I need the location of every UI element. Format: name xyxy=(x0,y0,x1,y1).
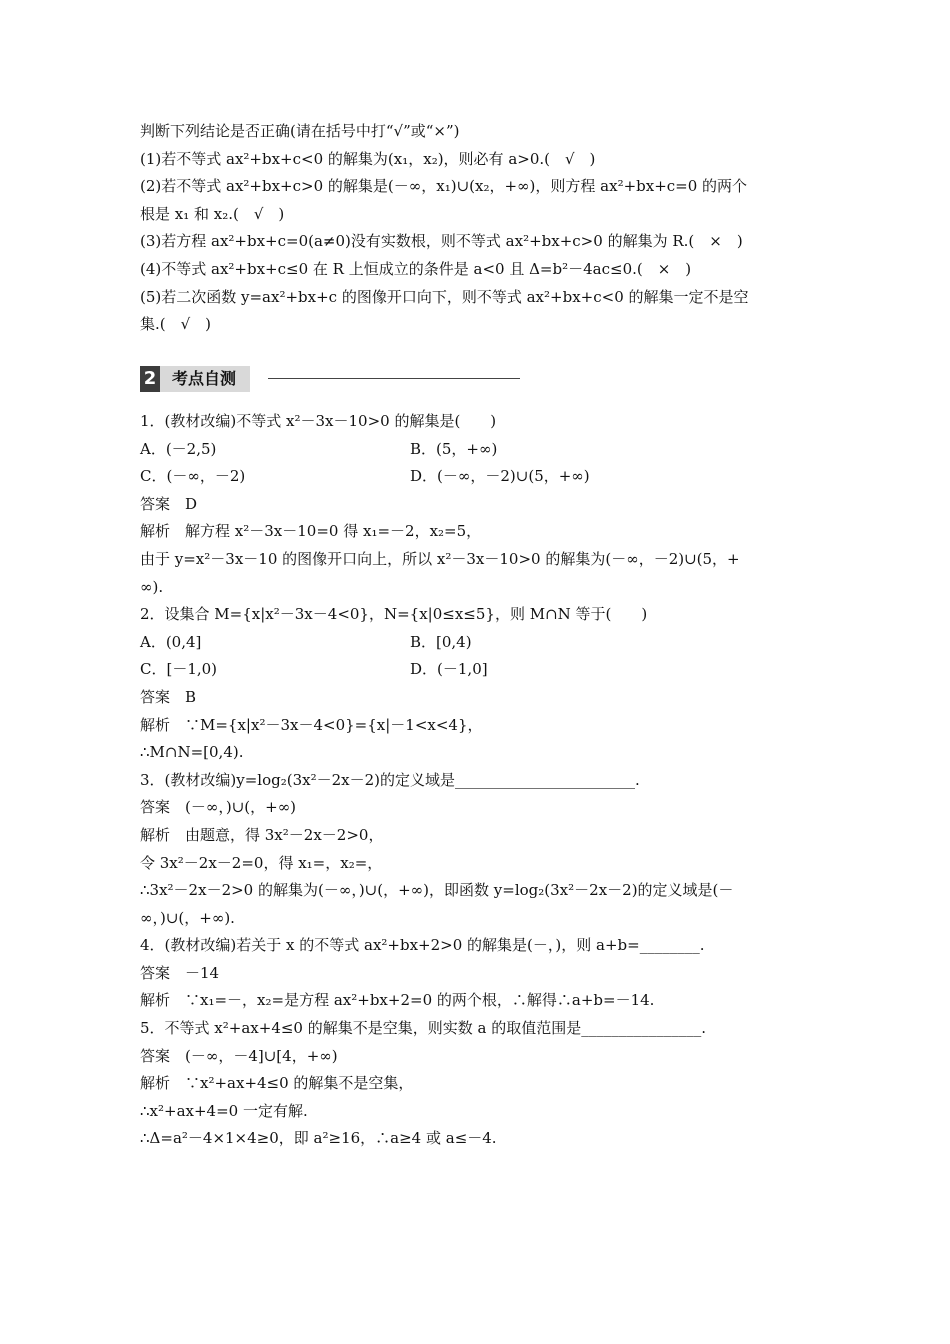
judgement-item-3: (3)若方程 ax²+bx+c=0(a≠0)没有实数根，则不等式 ax²+bx+c>0 的解集为 R.( × ) xyxy=(140,232,743,251)
question-1-option-a: A．(－2,5) xyxy=(140,439,217,458)
question-1-analysis: 由于 y=x²－3x－10 的图像开口向上，所以 x²－3x－10>0 的解集为(－∞，－2)∪(5，+ xyxy=(140,549,740,568)
judgement-item-5: (5)若二次函数 y=ax²+bx+c 的图像开口向下，则不等式 ax²+bx+c<0 的解集一定不是空 xyxy=(140,287,749,306)
question-3-analysis: ∞，)∪(，+∞). xyxy=(140,908,235,927)
question-2-stem: 2．设集合 M={x|x²－3x－4<0}，N={x|0≤x≤5}，则 M∩N 等于( ) xyxy=(140,605,648,624)
question-5-analysis: ∴Δ=a²－4×1×4≥0，即 a²≥16，∴a≥4 或 a≤－4. xyxy=(140,1129,497,1148)
judgement-instruction: 判断下列结论是否正确(请在括号中打“√”或“×”) xyxy=(140,122,460,140)
question-1-option-b: B．(5，+∞) xyxy=(410,439,498,458)
question-3-analysis: ∴3x²－2x－2>0 的解集为(－∞，)∪(，+∞)，即函数 y=log₂(3x²－2x－2)的定义域是(－ xyxy=(140,881,734,900)
question-3-analysis: 令 3x²－2x－2=0，得 x₁=，x₂=， xyxy=(140,853,383,872)
question-5-answer: 答案 (－∞，－4]∪[4，+∞) xyxy=(140,1046,338,1065)
question-1-option-d: D．(－∞，－2)∪(5，+∞) xyxy=(410,467,590,486)
question-1-options-row xyxy=(140,436,815,464)
question-2-answer: 答案 B xyxy=(140,687,197,706)
question-1-answer: 答案 D xyxy=(140,494,198,513)
question-1-option-c: C．(－∞，－2) xyxy=(140,467,246,486)
section-rule xyxy=(268,378,520,379)
question-2-option-a: A．(0,4] xyxy=(140,632,202,651)
question-4-analysis: 解析 ∵x₁=－，x₂=是方程 ax²+bx+2=0 的两个根，∴解得∴a+b=－14. xyxy=(140,991,655,1010)
question-1-analysis: 解析 解方程 x²－3x－10=0 得 x₁=－2，x₂=5， xyxy=(140,522,482,541)
question-3-analysis: 解析 由题意，得 3x²－2x－2>0， xyxy=(140,825,384,844)
question-2-analysis: ∴M∩N=[0,4). xyxy=(140,743,244,762)
question-4-answer: 答案 －14 xyxy=(140,963,220,982)
judgement-item-2: (2)若不等式 ax²+bx+c>0 的解集是(－∞，x₁)∪(x₂，+∞)，则方程 ax²+bx+c=0 的两个 xyxy=(140,177,748,196)
judgement-item-2-cont: 根是 x₁ 和 x₂.( √ ) xyxy=(140,204,285,223)
question-2-option-b: B．[0,4) xyxy=(410,632,472,651)
question-2-options-row xyxy=(140,656,815,684)
question-3-stem: 3．(教材改编)y=log₂(3x²－2x－2)的定义域是________________________. xyxy=(140,770,640,789)
question-2-option-d: D．(－1,0] xyxy=(410,660,488,679)
question-1-options-row xyxy=(140,463,815,491)
judgement-item-4: (4)不等式 ax²+bx+c≤0 在 R 上恒成立的条件是 a<0 且 Δ=b²－4ac≤0.( × ) xyxy=(140,259,692,278)
question-2-option-c: C．[－1,0) xyxy=(140,660,218,679)
question-2-options-row xyxy=(140,629,815,657)
section-title: 考点自测 xyxy=(160,366,250,392)
judgement-section xyxy=(140,118,815,339)
question-3-answer: 答案 (－∞，)∪(，+∞) xyxy=(140,798,297,817)
question-5-analysis: 解析 ∵x²+ax+4≤0 的解集不是空集， xyxy=(140,1074,414,1093)
question-2-analysis: 解析 ∵M={x|x²－3x－4<0}={x|－1<x<4}， xyxy=(140,715,483,734)
self-test-section xyxy=(140,408,815,1153)
question-5-stem: 5．不等式 x²+ax+4≤0 的解集不是空集，则实数 a 的取值范围是________________. xyxy=(140,1019,706,1038)
question-1-analysis: ∞). xyxy=(140,577,164,596)
question-1-stem: 1．(教材改编)不等式 x²－3x－10>0 的解集是( ) xyxy=(140,412,497,430)
judgement-item-5-cont: 集.( √ ) xyxy=(140,315,212,334)
section-number: 2 xyxy=(140,366,160,392)
section-header xyxy=(140,366,520,392)
question-5-analysis: ∴x²+ax+4=0 一定有解. xyxy=(140,1101,308,1120)
judgement-item-1: (1)若不等式 ax²+bx+c<0 的解集为(x₁，x₂)，则必有 a>0.( √ ) xyxy=(140,149,596,168)
question-4-stem: 4．(教材改编)若关于 x 的不等式 ax²+bx+2>0 的解集是(－，)，则 a+b=________. xyxy=(140,936,705,955)
